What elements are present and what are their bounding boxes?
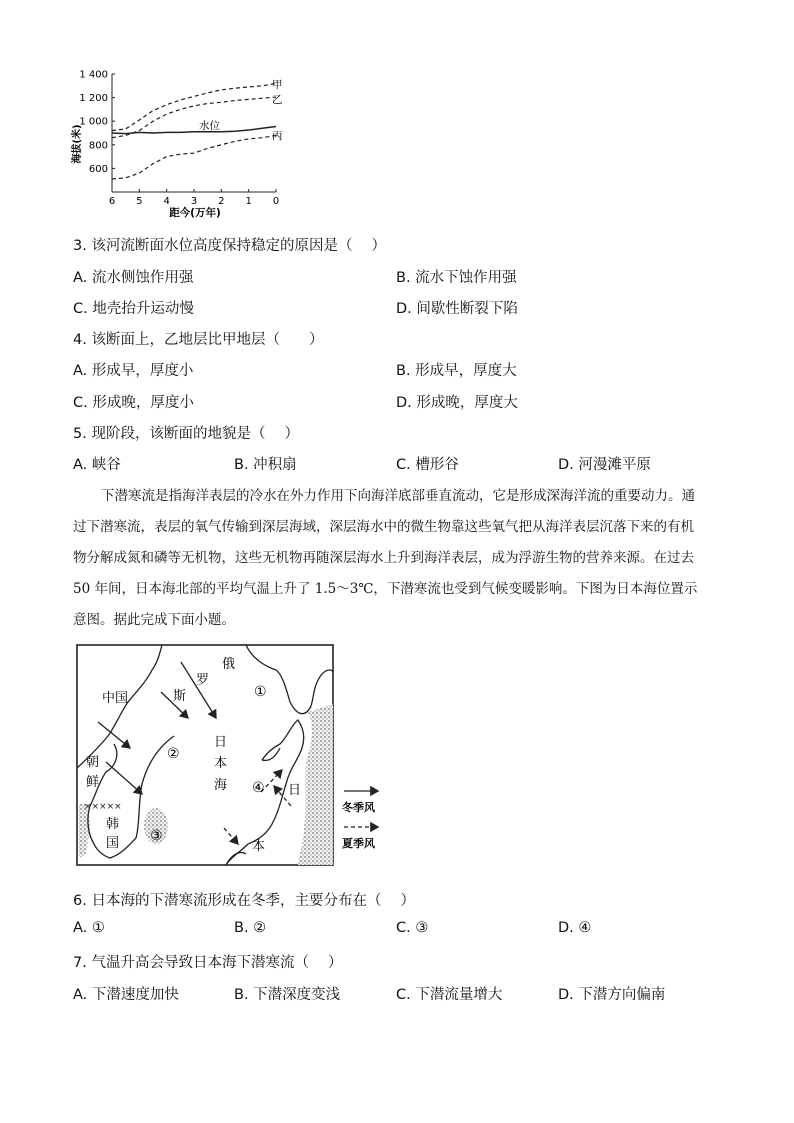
q5-option-a[interactable]: A. 峡谷 — [73, 457, 121, 473]
series-line — [112, 135, 276, 179]
x-tick-label: 0 — [272, 196, 280, 207]
y-tick-label: 600 — [88, 163, 108, 175]
q3-option-a[interactable]: A. 流水侧蚀作用强 — [73, 270, 194, 286]
label-sea-2: 本 — [214, 756, 228, 771]
passage-line-1: 下潜寒流是指海洋表层的冷水在外力作用下向海洋底部垂直流动，它是形成深海洋流的重要动力。通 — [101, 488, 695, 504]
y-axis-label: 海拔(米) — [72, 124, 83, 164]
label-russia-2: 罗 — [196, 673, 210, 688]
elevation-chart — [68, 66, 293, 221]
x-tick-label: 1 — [245, 196, 252, 207]
q7-option-b[interactable]: B. 下潜深度变浅 — [234, 987, 341, 1003]
label-russia-1: 俄 — [222, 657, 236, 672]
passage — [73, 481, 723, 636]
y-axis-ticks — [79, 70, 115, 175]
passage-line-2: 过下潜寒流，表层的氧气传输到深层海域，深层海水中的微生物靠这些氧气把从海洋表层沉落下来的有机 — [73, 519, 694, 535]
q5-option-d[interactable]: D. 河漫滩平原 — [558, 457, 651, 473]
q7-option-d[interactable]: D. 下潜方向偏南 — [558, 987, 666, 1003]
label-japan-1: 日 — [288, 783, 302, 798]
label-china: 中国 — [102, 691, 129, 706]
x-tick-label: 4 — [163, 196, 170, 207]
legend-winter-label: 冬季风 — [342, 801, 375, 814]
label-japan-2: 本 — [252, 839, 266, 854]
series-line — [112, 83, 276, 130]
q4-option-d[interactable]: D. 形成晚，厚度大 — [396, 395, 518, 411]
q4-option-c[interactable]: C. 形成晚，厚度小 — [73, 395, 194, 411]
series-label-water: 水位 — [199, 120, 220, 132]
q6-option-b[interactable]: B. ② — [234, 920, 267, 936]
area-2: ② — [167, 746, 180, 762]
series-label-yi: 乙 — [272, 94, 283, 106]
label-sea-3: 海 — [214, 778, 228, 793]
x-axis-label: 距今(万年) — [169, 207, 221, 219]
question-5-stem: 5. 现阶段，该断面的地貌是（ ） — [73, 426, 300, 442]
label-korea-s1: 韩 — [106, 817, 120, 832]
q6-option-d[interactable]: D. ④ — [558, 920, 592, 936]
q7-option-c[interactable]: C. 下潜流量增大 — [396, 987, 503, 1003]
series-label-bing: 丙 — [272, 130, 283, 142]
q3-option-d[interactable]: D. 间歇性断裂下陷 — [396, 301, 518, 317]
q3-option-c[interactable]: C. 地壳抬升运动慢 — [73, 301, 194, 317]
y-tick-label: 1 200 — [79, 93, 108, 105]
legend-summer-label: 夏季风 — [342, 837, 375, 850]
dmz-marks: ××××× — [84, 802, 122, 812]
series-line — [112, 127, 276, 134]
passage-line-3: 物分解成氮和磷等无机物，这些无机物再随深层海水上升到海洋表层，成为浮游生物的营养来源。在过去 — [73, 550, 694, 566]
q5-option-c[interactable]: C. 槽形谷 — [396, 457, 459, 473]
passage-line-5: 意图。据此完成下面小题。 — [73, 612, 235, 628]
x-tick-label: 2 — [218, 196, 225, 207]
label-sea-1: 日 — [214, 735, 228, 750]
passage-line-4: 50 年间，日本海北部的平均气温上升了 1.5～3℃，下潜寒流也受到气候变暖影响。下图为日本海位置示 — [73, 581, 698, 597]
q3-option-b[interactable]: B. 流水下蚀作用强 — [396, 270, 517, 286]
q6-option-a[interactable]: A. ① — [73, 920, 105, 936]
question-6-stem: 6. 日本海的下潜寒流形成在冬季，主要分布在（ ） — [73, 893, 416, 909]
map-legend — [342, 791, 378, 850]
label-russia-3: 斯 — [173, 689, 187, 704]
question-4-stem: 4. 该断面上，乙地层比甲地层（ ） — [73, 332, 324, 348]
area-3: ③ — [150, 828, 163, 844]
label-korea-n2: 鲜 — [86, 775, 100, 790]
y-tick-label: 1 000 — [79, 116, 108, 128]
label-korea-n1: 朝 — [86, 755, 100, 770]
q7-option-a[interactable]: A. 下潜速度加快 — [73, 987, 179, 1003]
label-korea-s2: 国 — [106, 836, 120, 851]
q4-option-b[interactable]: B. 形成早，厚度大 — [396, 363, 517, 379]
area-1: ① — [254, 684, 267, 700]
y-tick-label: 800 — [88, 140, 108, 152]
x-tick-label: 3 — [190, 196, 198, 207]
question-7-stem: 7. 气温升高会导致日本海下潜寒流（ ） — [73, 955, 343, 971]
area-4: ④ — [252, 780, 265, 796]
japan-sea-map — [76, 644, 386, 868]
q6-option-c[interactable]: C. ③ — [396, 920, 429, 936]
x-tick-label: 6 — [108, 196, 116, 207]
q5-option-b[interactable]: B. 冲积扇 — [234, 457, 297, 473]
question-3-stem: 3. 该河流断面水位高度保持稳定的原因是（ ） — [73, 238, 387, 254]
series-label-jia: 甲 — [272, 79, 283, 91]
chart-series — [112, 83, 276, 179]
q4-option-a[interactable]: A. 形成早，厚度小 — [73, 363, 194, 379]
x-tick-label: 5 — [136, 196, 143, 207]
y-tick-label: 1 400 — [79, 69, 108, 81]
